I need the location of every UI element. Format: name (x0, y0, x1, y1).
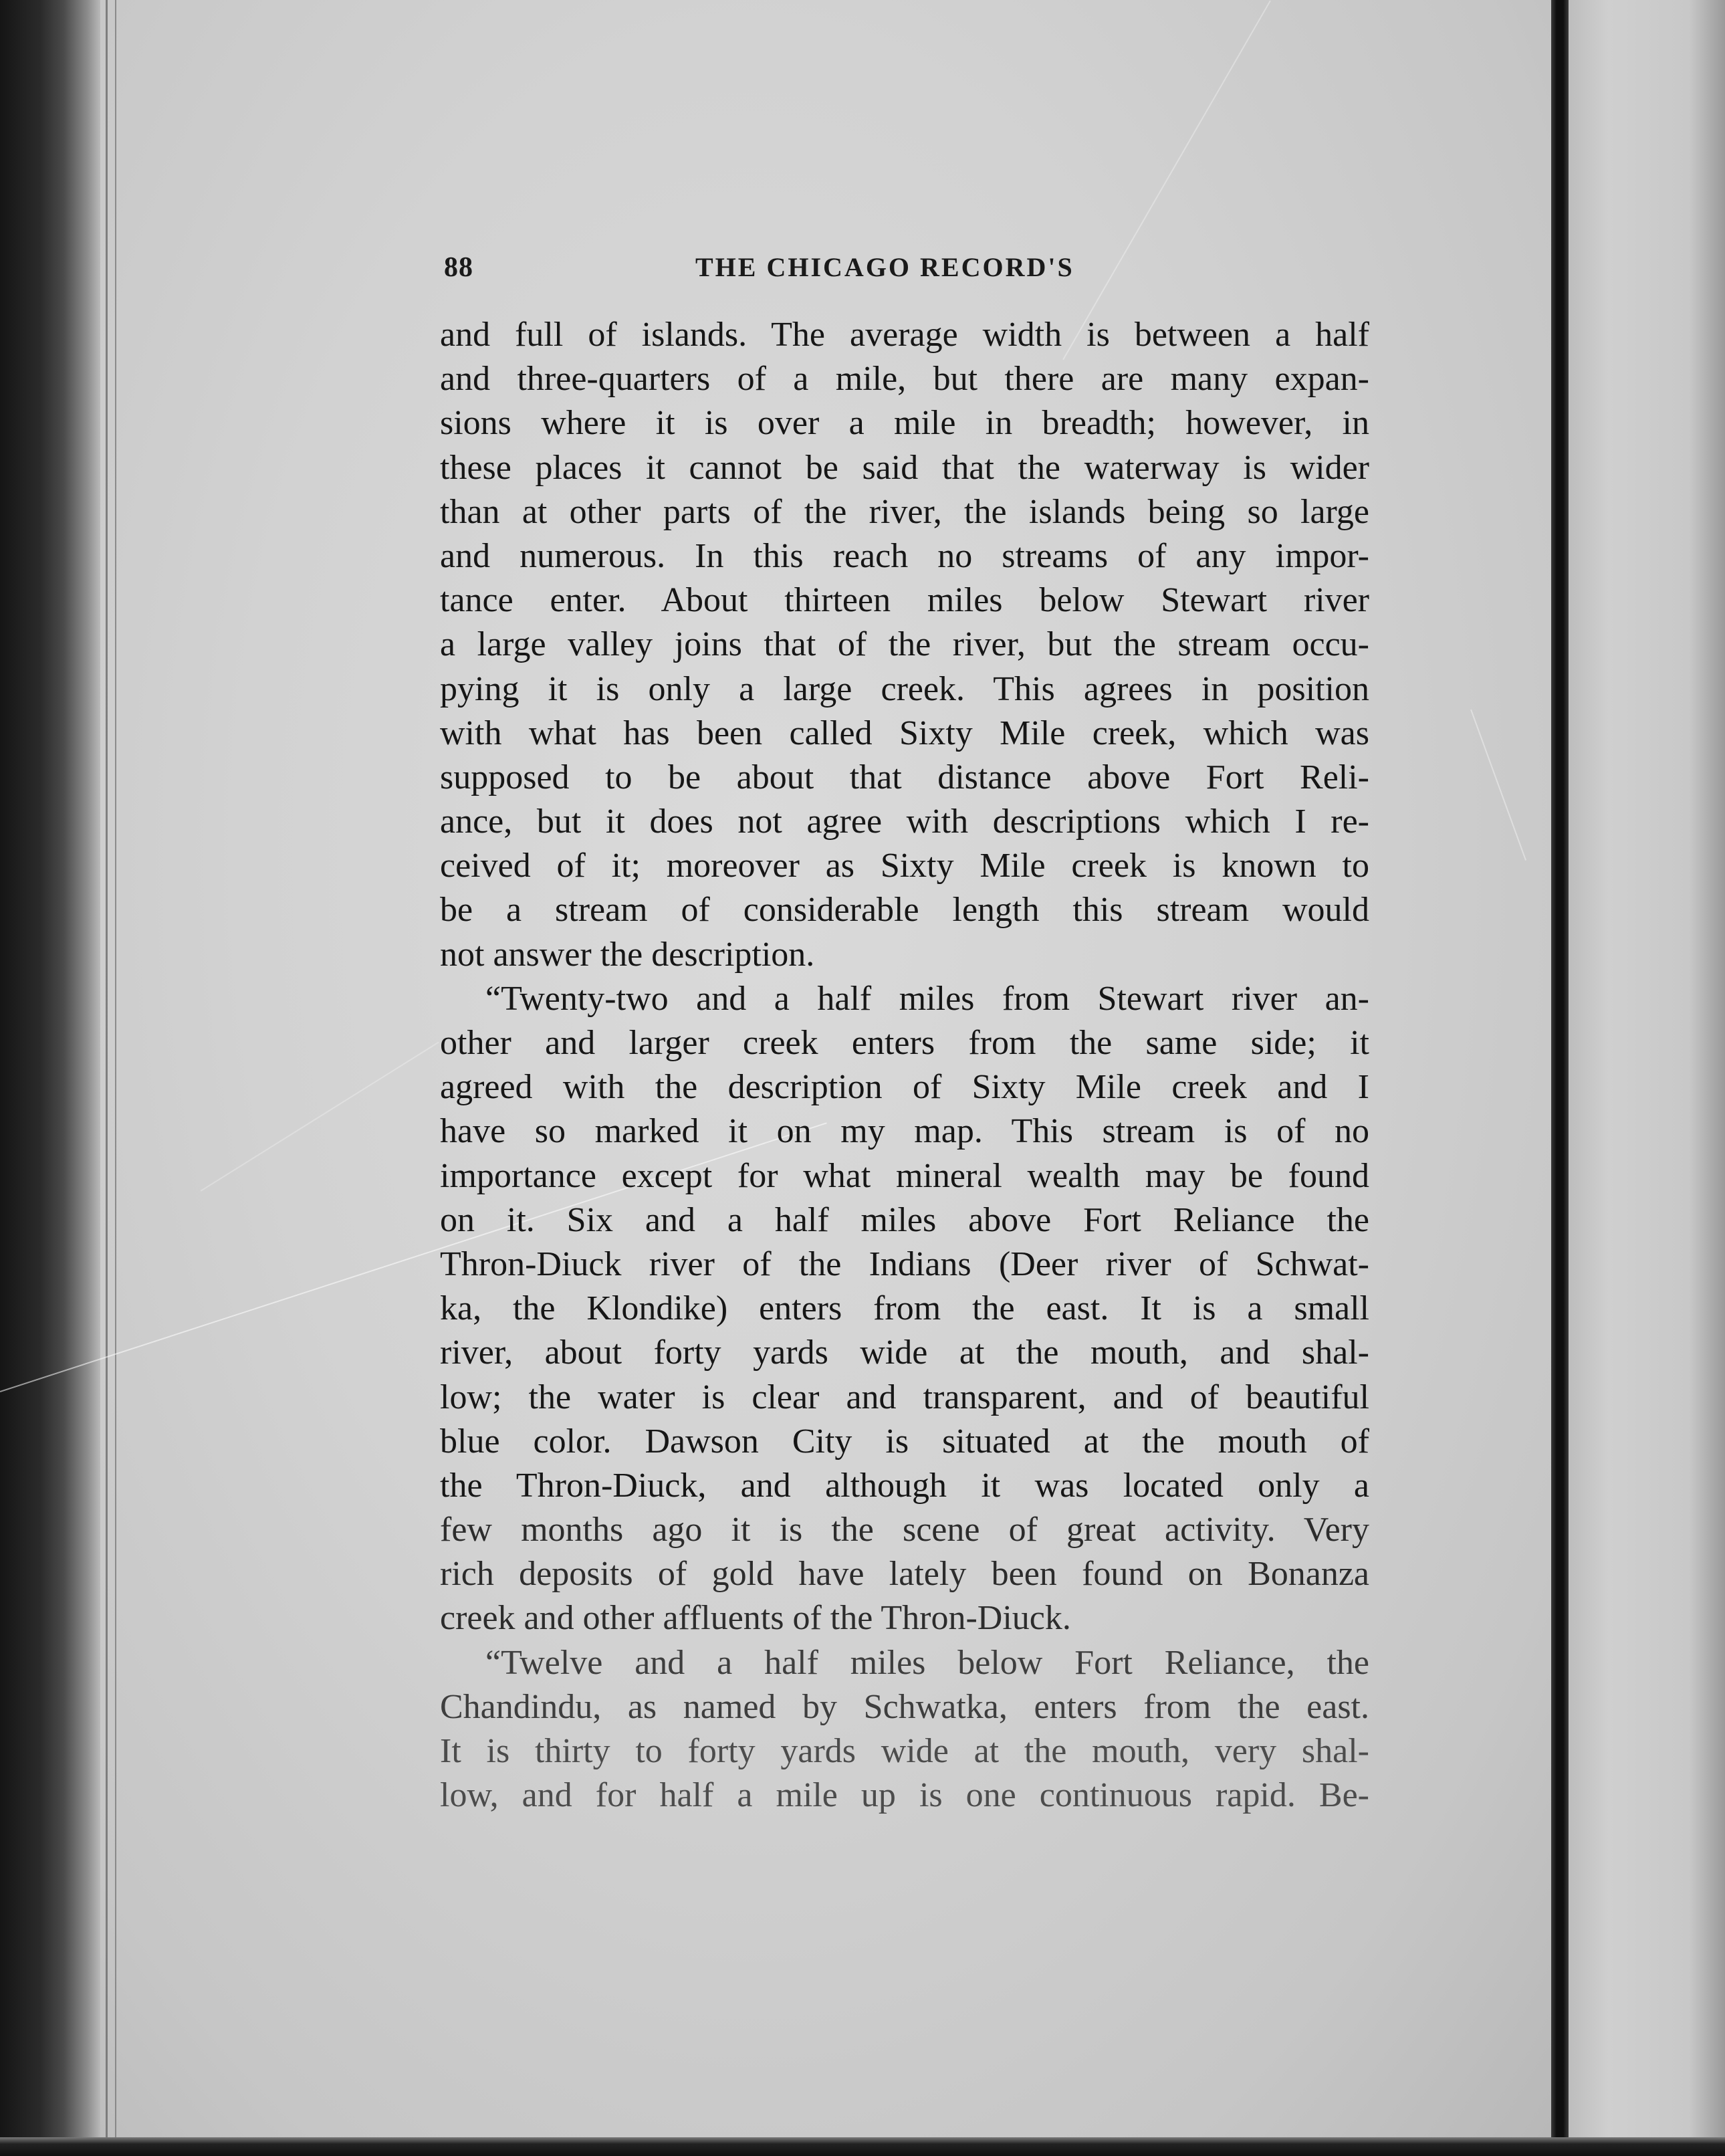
text-line: pying it is only a large creek. This agrees in position (440, 669, 1369, 708)
running-head: THE CHICAGO RECORD'S (695, 252, 1074, 282)
right-gutter (1551, 0, 1569, 2156)
text-line: importance except for what mineral wealth may be found (440, 1156, 1369, 1195)
body-text (440, 313, 1369, 1818)
text-line: low; the water is clear and transparent, and of beautiful (440, 1378, 1369, 1416)
text-line: these places it cannot be said that the waterway is wider (440, 448, 1369, 487)
text-line: blue color. Dawson City is situated at the mouth of (440, 1422, 1369, 1461)
text-line: sions where it is over a mile in breadth; however, in (440, 404, 1369, 443)
paragraph-first-line: “Twelve and a half miles below Fort Reliance, the (485, 1643, 1369, 1682)
text-line: and numerous. In this reach no streams of any impor- (440, 536, 1369, 575)
text-line: be a stream of considerable length this stream would (440, 891, 1369, 930)
bottom-edge (0, 2137, 1725, 2156)
text-line: agreed with the description of Sixty Mile creek and I (440, 1068, 1369, 1107)
text-line: ka, the Klondike) enters from the east. It is a small (440, 1289, 1369, 1328)
text-line: on it. Six and a half miles above Fort Reliance the (440, 1200, 1369, 1239)
text-line: river, about forty yards wide at the mouth, and shal- (440, 1333, 1369, 1372)
text-line: and full of islands. The average width is between a half (440, 316, 1369, 354)
paragraph-last-line: not answer the description. (440, 935, 815, 974)
text-line: supposed to be about that distance above Fort Reli- (440, 758, 1369, 796)
text-line: the Thron-Diuck, and although it was located only a (440, 1466, 1369, 1505)
left-binding-edge (0, 0, 100, 2156)
text-line: low, and for half a mile up is one continuous rapid. Be- (440, 1776, 1369, 1815)
text-line: few months ago it is the scene of great activity. Very (440, 1511, 1369, 1549)
text-line: ceived of it; moreover as Sixty Mile creek is known to (440, 847, 1369, 885)
text-line: ance, but it does not agree with descriptions which I re- (440, 802, 1369, 841)
binding-rules (100, 0, 127, 2156)
text-line: rich deposits of gold have lately been found on Bonanza (440, 1555, 1369, 1594)
text-line: It is thirty to forty yards wide at the mouth, very shal- (440, 1732, 1369, 1770)
text-line: a large valley joins that of the river, but the stream occu- (440, 625, 1369, 664)
text-line: other and larger creek enters from the same side; it (440, 1024, 1369, 1062)
text-line: and three-quarters of a mile, but there are many expan- (440, 360, 1369, 399)
text-line: tance enter. About thirteen miles below Stewart river (440, 581, 1369, 620)
facing-page-edge (1569, 0, 1725, 2156)
paragraph-first-line: “Twenty-two and a half miles from Stewart river an- (485, 979, 1369, 1018)
paragraph-last-line: creek and other affluents of the Thron-Diuck. (440, 1599, 1071, 1638)
text-line: have so marked it on my map. This stream is of no (440, 1112, 1369, 1151)
text-line: than at other parts of the river, the islands being so large (440, 492, 1369, 531)
text-line: with what has been called Sixty Mile creek, which was (440, 714, 1369, 752)
text-line: Thron-Diuck river of the Indians (Deer river of Schwat- (440, 1245, 1369, 1283)
page-header (444, 251, 1367, 292)
text-line: Chandindu, as named by Schwatka, enters from the east. (440, 1687, 1369, 1726)
page-number: 88 (444, 252, 473, 283)
